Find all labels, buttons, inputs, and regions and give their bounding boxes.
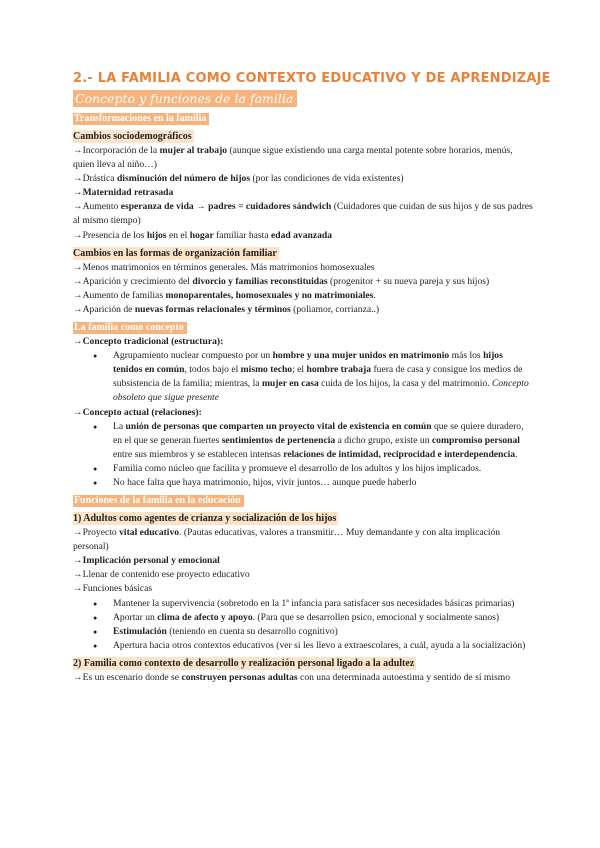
funcion-2-heading: 2) Familia como contexto de desarrollo y realización personal ligado a la adultez	[73, 657, 415, 669]
concepto-tradicional-heading: →Concepto tradicional (estructura):	[73, 336, 224, 348]
list-item: ● La unión de personas que comparten un proyecto vital de existencia en común que se quiere duradero, en el que se generan fuertes sentimientos de pertenencia a dicho grupo, existe un compromiso personal entre sus miembros y se establecen intensas relaciones de intimidad, reciprocidad e interdependencia.	[107, 420, 533, 462]
line-menos-matrimonios: →Menos matrimonios en términos generales. Más matrimonios homosexuales	[73, 261, 375, 273]
line-proyecto-vital: →Proyecto vital educativo. (Pautas educativas, valores a transmitir… Muy demandante y con alta implicación personal)	[73, 527, 501, 553]
funcion-1-heading: 1) Adultos como agentes de crianza y socialización de los hijos	[73, 513, 337, 525]
cambios-sociodemograficos-heading: Cambios sociodemográficos	[73, 131, 192, 142]
concepto-tradicional-list	[73, 349, 533, 405]
subsection-heading-transformaciones: Transformaciones en la familia	[73, 113, 209, 125]
line-implicacion: →Implicación personal y emocional	[73, 555, 220, 567]
concepto-actual-heading: →Concepto actual (relaciones):	[73, 406, 202, 418]
concepto-actual-list	[73, 420, 533, 490]
line-escenario-adultos: →Es un escenario donde se construyen personas adultas con una determinada autoestima y sentido de sí mismo	[73, 671, 511, 683]
line-divorcio: →Aparición y crecimiento del divorcio y familias reconstituidas (progenitor + su nueva pareja y sus hijos)	[73, 275, 490, 287]
line-disminucion-hijos: →Drástica disminución del número de hijos (por las condiciones de vida existentes)	[73, 173, 404, 185]
document-page	[73, 70, 551, 685]
list-item: ● Aportar un clima de afecto y apoyo. (Para que se desarrollen psico, emocional y socialmente sanos)	[107, 611, 533, 625]
subsection-heading-concepto: La familia como concepto	[73, 322, 187, 334]
line-funciones-basicas: →Funciones básicas	[73, 583, 153, 595]
cambios-formas-heading: Cambios en las formas de organización familiar	[73, 247, 277, 259]
list-item: ● Mantener la supervivencia (sobretodo en la 1ª infancia para satisfacer sus necesidades básicas primarias)	[107, 597, 533, 611]
line-maternidad: →Maternidad retrasada	[73, 187, 174, 199]
line-monoparentales: →Aumento de familias monoparentales, homosexuales y no matrimoniales.	[73, 289, 376, 301]
document-title: 2.- LA FAMILIA COMO CONTEXTO EDUCATIVO Y DE APRENDIZAJE	[73, 71, 551, 86]
list-item: ● Apertura hacia otros contextos educativos (ver si les llevo a extraescolares, a cuál, ayuda a la socialización)	[107, 639, 533, 653]
funciones-basicas-list	[73, 597, 533, 653]
list-item: ● Familia como núcleo que facilita y promueve el desarrollo de los adultos y los hijos implicados.	[107, 462, 533, 476]
list-item: ● No hace falta que haya matrimonio, hijos, vivir juntos… aunque puede haberlo	[107, 476, 533, 490]
section-heading: Concepto y funciones de la familia	[73, 90, 297, 107]
line-mujer-trabajo: →Incorporación de la mujer al trabajo (aunque sigue existiendo una carga mental potente sobre horarios, menús, quien lleva al niño…)	[73, 145, 513, 171]
line-esperanza-vida: →Aumento esperanza de vida → padres = cuidadores sándwich (Cuidadores que cuidan de sus hijos y de sus padres al mismo tiempo)	[73, 201, 533, 227]
line-hijos-hogar: →Presencia de los hijos en el hogar familiar hasta edad avanzada	[73, 229, 333, 241]
list-item: ● Agrupamiento nuclear compuesto por un hombre y una mujer unidos en matrimonio más los hijos tenidos en común, todos bajo el mismo techo; el hombre trabaja fuera de casa y consigue los medios de subsistencia de la familia; mientras, la mujer en casa cuida de los hijos, la casa y del matrimonio. Concepto obsoleto que sigue presente	[107, 349, 533, 405]
subsection-heading-funciones: Funciones de la familia en la educación	[73, 495, 244, 507]
line-llenar-contenido: →Llenar de contenido ese proyecto educativo	[73, 569, 250, 581]
list-item: ● Estimulación (teniendo en cuenta su desarrollo cognitivo)	[107, 625, 533, 639]
line-nuevas-formas: →Aparición de nuevas formas relacionales y términos (poliamor, corrianza..)	[73, 303, 380, 315]
